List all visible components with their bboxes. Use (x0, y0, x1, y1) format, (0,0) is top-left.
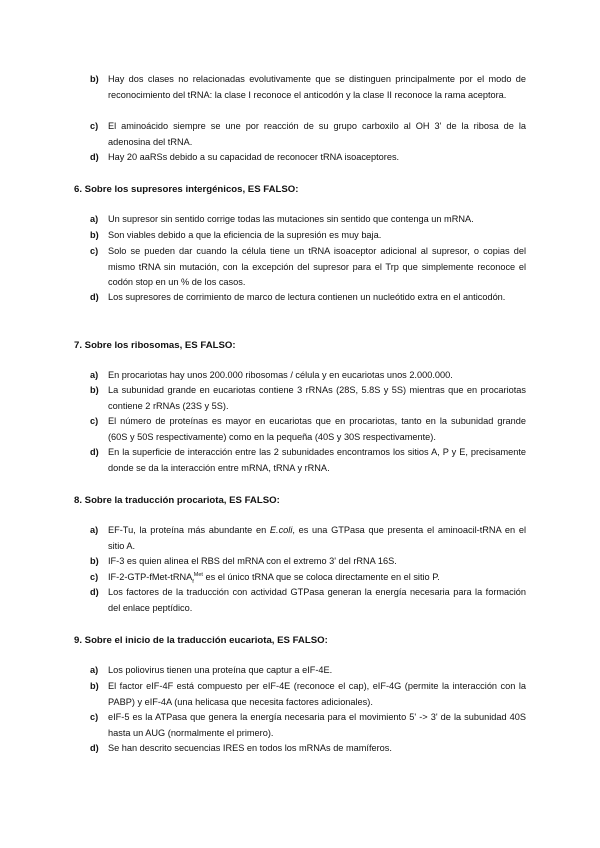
q6-option-d (74, 290, 526, 306)
option-text: Los factores de la traducción con actividad GTPasa generan la energía necesaria para la formación del enlace peptídico. (108, 587, 526, 613)
q9-option-b (74, 679, 526, 710)
option-label: b) (90, 230, 99, 240)
q7-option-d (74, 445, 526, 476)
trna-superscript: Met (193, 571, 203, 578)
question-8-title: 8. Sobre la traducción procariota, ES FALSO: (74, 495, 280, 506)
option-label: d) (90, 743, 99, 753)
q8-option-d (74, 585, 526, 616)
option-text: Son viables debido a que la eficiencia de la supresión es muy baja. (108, 230, 382, 240)
question-9-title: 9. Sobre el inicio de la traducción eucariota, ES FALSO: (74, 635, 328, 646)
option-text-post: , es una GTPasa que presenta el aminoacil-tRNA en el sitio A. (108, 525, 526, 551)
option-text: La subunidad grande en eucariotas contiene 3 rRNAs (28S, 5.8S y 5S) mientras que en procariotas contiene 2 rRNAs (23S y 5S). (108, 385, 526, 411)
q7-option-c (74, 414, 526, 445)
option-label: a) (90, 214, 99, 224)
option-text: El factor eIF-4F está compuesto per eIF-4E (reconoce el cap), eIF-4G (permite la interacción con la PABP) y eIF-4A (una helicasa que necesita factores adicionales). (108, 681, 526, 707)
option-label: a) (90, 665, 99, 675)
option-label: c) (90, 416, 99, 426)
option-label: b) (90, 74, 99, 84)
q5-option-c (74, 119, 526, 150)
option-text-pre: IF-2-GTP-fMet-tRNA (108, 572, 193, 582)
q5-option-b (74, 72, 526, 103)
option-text: Hay dos clases no relacionadas evolutivamente que se distinguen principalmente por el modo de reconocimiento del tRNA: la clase I reconoce el anticodón y la clase II reconoce la rama aceptora. (108, 74, 526, 100)
trna-subscript: f (192, 578, 194, 585)
option-text: El número de proteínas es mayor en eucariotas que en procariotas, tanto en la subunidad grande (60S y 50S respectivamente) como en la pequeña (40S y 30S respectivamente). (108, 416, 526, 442)
option-text-post: es el único tRNA que se coloca directamente en el sitio P. (202, 572, 440, 582)
question-6-title: 6. Sobre los supresores intergénicos, ES FALSO: (74, 184, 299, 195)
q6-option-b (74, 228, 526, 244)
option-text: Solo se pueden dar cuando la célula tiene un tRNA isoaceptor adicional al supresor, o copias del mismo tRNA sin mutación, con la excepción del supresor para el Trp que simplemente reconoce el codón stop en un % de los casos. (108, 246, 526, 287)
option-text: En la superficie de interacción entre las 2 subunidades encontramos los sitios A, P y E, precisamente donde se da la interacción entre mRNA, tRNA y rRNA. (108, 447, 526, 473)
option-label: d) (90, 447, 99, 457)
option-text: IF-3 es quien alinea el RBS del mRNA con el extremo 3' del rRNA 16S. (108, 556, 397, 566)
option-label: b) (90, 681, 99, 691)
q8-option-c (74, 570, 526, 586)
q6-option-c (74, 244, 526, 291)
option-label: c) (90, 572, 99, 582)
q9-option-a (74, 663, 526, 679)
q9-option-d (74, 741, 526, 757)
option-text (108, 523, 526, 554)
question-7-title: 7. Sobre los ribosomas, ES FALSO: (74, 340, 236, 351)
option-text: En procariotas hay unos 200.000 ribosomas / célula y en eucariotas unos 2.000.000. (108, 370, 453, 380)
q5-option-d (74, 150, 526, 166)
option-text: Hay 20 aaRSs debido a su capacidad de reconocer tRNA isoaceptores. (108, 152, 400, 162)
option-label: c) (90, 246, 99, 256)
option-label: a) (90, 525, 99, 535)
option-text: eIF-5 es la ATPasa que genera la energía necesaria para el movimiento 5' -> 3' de la subunidad 40S hasta un AUG (normalmente el primero). (108, 712, 526, 738)
option-label: d) (90, 152, 99, 162)
q7-option-a (74, 368, 526, 384)
option-text: Los poliovirus tienen una proteína que captur a eIF-4E. (108, 665, 333, 675)
option-label: b) (90, 385, 99, 395)
option-label: d) (90, 292, 99, 302)
option-label: b) (90, 556, 99, 566)
species-name: E.coli (269, 525, 293, 535)
option-label: a) (90, 370, 99, 380)
option-text: Un supresor sin sentido corrige todas las mutaciones sin sentido que contenga un mRNA. (108, 214, 474, 224)
option-text-pre: EF-Tu, la proteína más abundante en (108, 525, 270, 535)
option-text: Los supresores de corrimiento de marco de lectura contienen un nucleótido extra en el anticodón. (108, 292, 506, 302)
q7-option-b (74, 383, 526, 414)
option-text (108, 570, 526, 586)
option-text: El aminoácido siempre se une por reacción de su grupo carboxilo al OH 3' de la ribosa de la adenosina del tRNA. (108, 121, 526, 147)
option-label: d) (90, 587, 99, 597)
option-text: Se han descrito secuencias IRES en todos los mRNAs de mamíferos. (108, 743, 392, 753)
q6-option-a (74, 212, 526, 228)
q8-option-a (74, 523, 526, 554)
option-label: c) (90, 712, 99, 722)
option-label: c) (90, 121, 99, 131)
q9-option-c (74, 710, 526, 741)
q8-option-b (74, 554, 526, 570)
